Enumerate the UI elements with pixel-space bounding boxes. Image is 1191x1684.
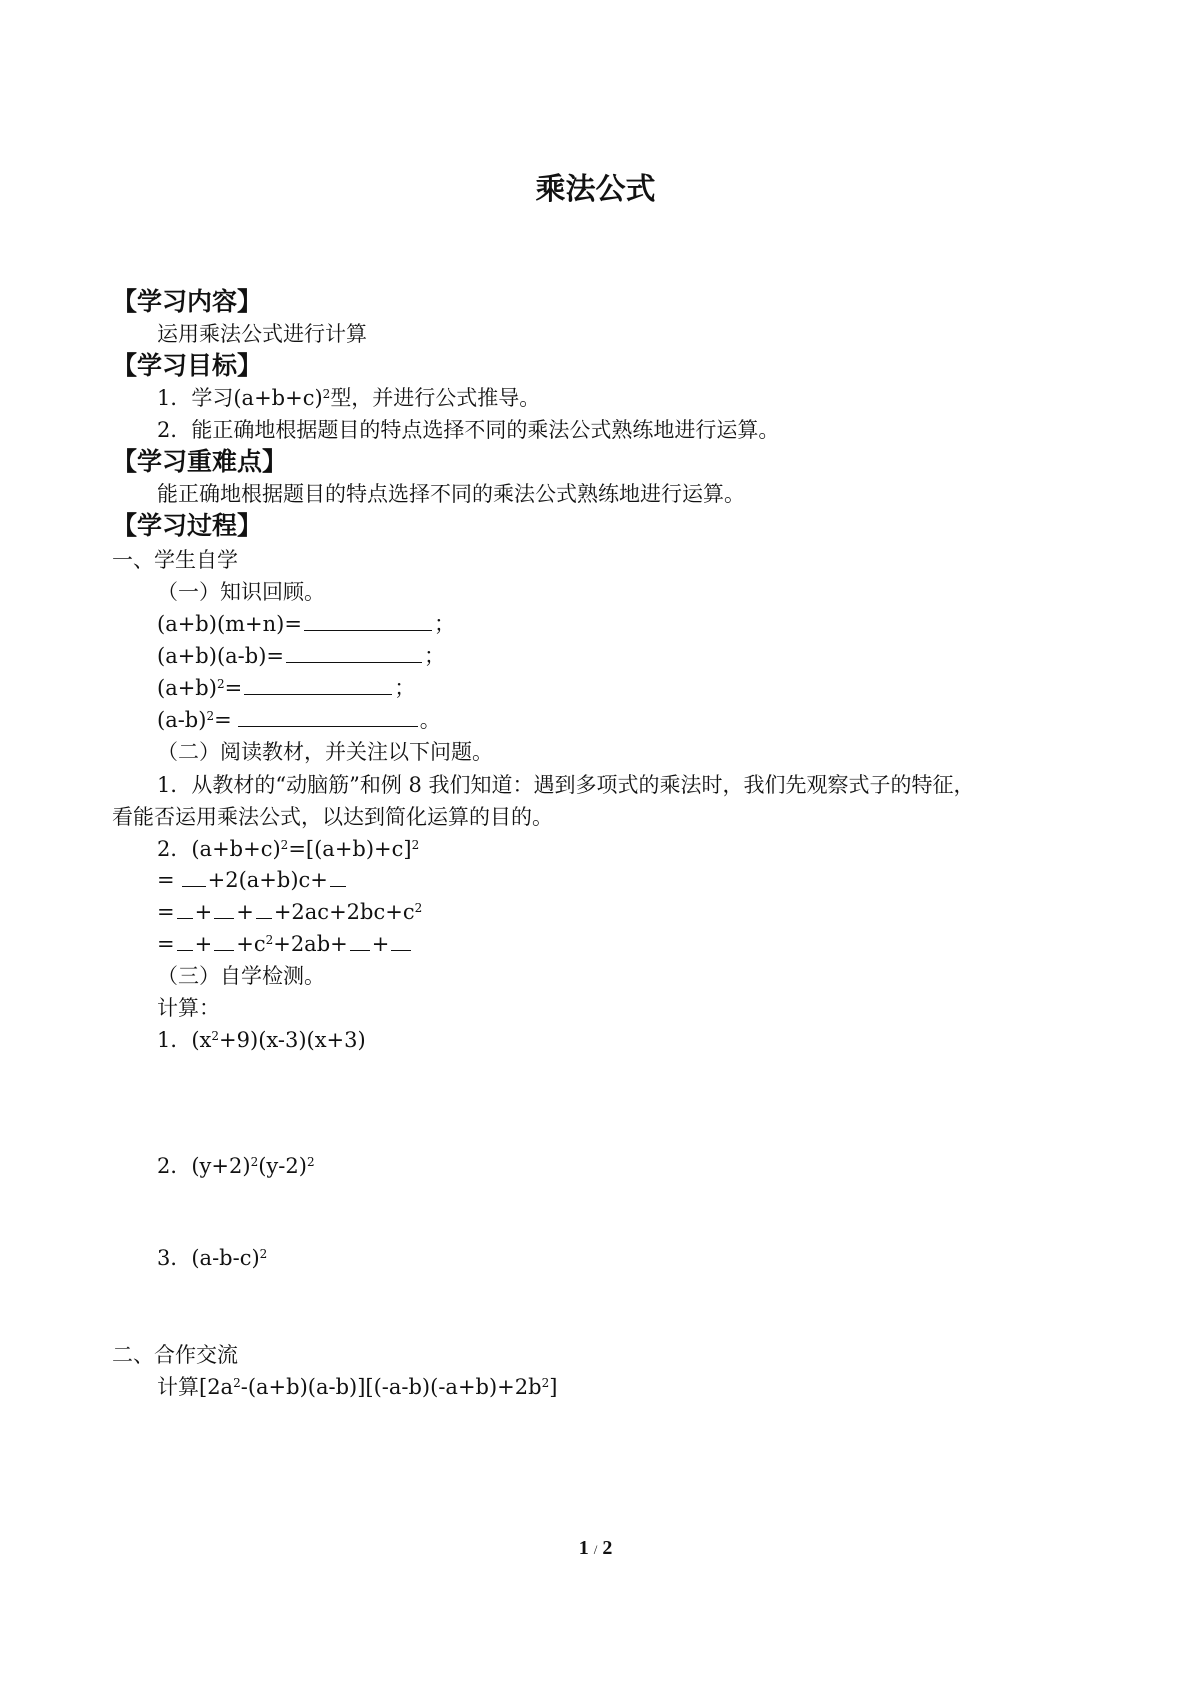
formula-text: +2ab+ <box>273 932 348 956</box>
formula-text: 计算[2a <box>157 1375 234 1399</box>
answer-blank[interactable] <box>286 642 422 663</box>
formula-eq: = <box>224 676 243 700</box>
self-study-heading: 一、学生自学 <box>112 548 238 572</box>
answer-blank[interactable] <box>214 930 234 951</box>
derivation-line-1 <box>157 866 348 894</box>
superscript: 2 <box>250 1155 259 1169</box>
formula-eq: = <box>214 708 232 732</box>
review-formula-4 <box>157 706 441 734</box>
superscript: 2 <box>216 677 225 691</box>
formula-text: = <box>157 900 175 924</box>
review-formula-1 <box>157 610 455 638</box>
content-text: 运用乘法公式进行计算 <box>157 322 367 346</box>
formula-text: + <box>236 900 254 924</box>
section-heading-goals: 【学习目标】 <box>112 351 263 380</box>
answer-blank[interactable] <box>214 898 234 919</box>
formula-text: +2(a+b)c+ <box>207 868 328 892</box>
superscript: 2 <box>541 1376 550 1390</box>
formula-text: +2ac+2bc+c <box>273 900 415 924</box>
reading-point-1-line-2: 看能否运用乘法公式，以达到简化运算的目的。 <box>112 805 553 829</box>
formula-text: 1．(x <box>157 1028 212 1052</box>
cooperation-exercise <box>157 1373 557 1401</box>
formula-text: 2．(y+2) <box>157 1154 251 1178</box>
answer-blank[interactable] <box>350 930 370 951</box>
review-title: （一）知识回顾。 <box>157 580 325 604</box>
formula-text: + <box>371 932 390 956</box>
reading-point-1-line-1: 1．从教材的“动脑筋”和例 8 我们知道：遇到多项式的乘法时，我们先观察式子的特征， <box>157 773 975 797</box>
formula-text: (y-2) <box>258 1154 307 1178</box>
formula-text: ] <box>549 1375 558 1399</box>
page-total: 2 <box>602 1537 613 1559</box>
formula-end: ； <box>423 644 445 668</box>
superscript: 2 <box>233 1376 241 1390</box>
superscript: 2 <box>411 838 420 852</box>
page-current: 1 <box>578 1537 589 1559</box>
formula-text: = <box>157 868 175 892</box>
superscript: 2 <box>206 709 215 723</box>
exercise-2 <box>157 1152 315 1180</box>
cooperation-heading: 二、合作交流 <box>112 1343 238 1367</box>
section-heading-process: 【学习过程】 <box>112 511 263 540</box>
formula-text: (a-b) <box>157 708 207 732</box>
answer-blank[interactable] <box>177 930 193 951</box>
superscript: 2 <box>211 1029 220 1043</box>
answer-blank[interactable] <box>256 898 272 919</box>
section-heading-content: 【学习内容】 <box>112 287 263 316</box>
goal-item-1-text: 1．学习(a+b+c) <box>157 386 323 410</box>
formula-text: =[(a+b)+c] <box>288 837 412 861</box>
answer-blank[interactable] <box>330 866 346 887</box>
answer-blank[interactable] <box>182 866 206 887</box>
formula-text: + <box>194 932 213 956</box>
formula-end: 。 <box>419 708 441 732</box>
review-formula-3 <box>157 674 415 702</box>
formula-text: = <box>157 932 175 956</box>
answer-blank[interactable] <box>238 706 418 727</box>
section-heading-key: 【学习重难点】 <box>112 447 288 476</box>
superscript: 2 <box>322 387 331 401</box>
key-text: 能正确地根据题目的特点选择不同的乘法公式熟练地进行运算。 <box>157 482 745 506</box>
formula-text: (a+b)(m+n)= <box>157 612 302 636</box>
superscript: 2 <box>265 933 274 947</box>
formula-text: 3．(a-b-c) <box>157 1246 260 1270</box>
page-separator: / <box>593 1542 598 1557</box>
check-title: （三）自学检测。 <box>157 964 325 988</box>
superscript: 2 <box>259 1247 268 1261</box>
page-number <box>0 1537 1191 1560</box>
page-title: 乘法公式 <box>535 172 656 207</box>
exercise-3 <box>157 1244 267 1272</box>
derivation-line-3 <box>157 930 413 958</box>
answer-blank[interactable] <box>177 898 193 919</box>
formula-text: +9)(x-3)(x+3) <box>219 1028 366 1052</box>
answer-blank[interactable] <box>391 930 411 951</box>
formula-text: +c <box>236 932 266 956</box>
exercise-1 <box>157 1026 366 1054</box>
formula-text: (a+b)(a-b)= <box>157 644 284 668</box>
calc-label: 计算： <box>157 996 220 1020</box>
reading-point-2 <box>157 835 419 863</box>
formula-end: ； <box>433 612 455 636</box>
reading-title: （二）阅读教材，并关注以下问题。 <box>157 740 493 764</box>
superscript: 2 <box>306 1155 315 1169</box>
answer-blank[interactable] <box>304 610 432 631</box>
superscript: 2 <box>280 838 289 852</box>
formula-text: + <box>194 900 213 924</box>
goal-item-1 <box>157 384 540 412</box>
superscript: 2 <box>414 901 423 915</box>
goal-item-1-suffix: 型，并进行公式推导。 <box>330 386 541 410</box>
derivation-line-2 <box>157 898 422 926</box>
goal-item-2: 2．能正确地根据题目的特点选择不同的乘法公式熟练地进行运算。 <box>157 418 780 442</box>
review-formula-2 <box>157 642 445 670</box>
formula-text: -(a+b)(a-b)][(-a-b)(-a+b)+2b <box>240 1375 542 1399</box>
formula-text: 2．(a+b+c) <box>157 837 281 861</box>
answer-blank[interactable] <box>244 674 392 695</box>
formula-end: ； <box>394 676 416 700</box>
formula-text: (a+b) <box>157 676 217 700</box>
